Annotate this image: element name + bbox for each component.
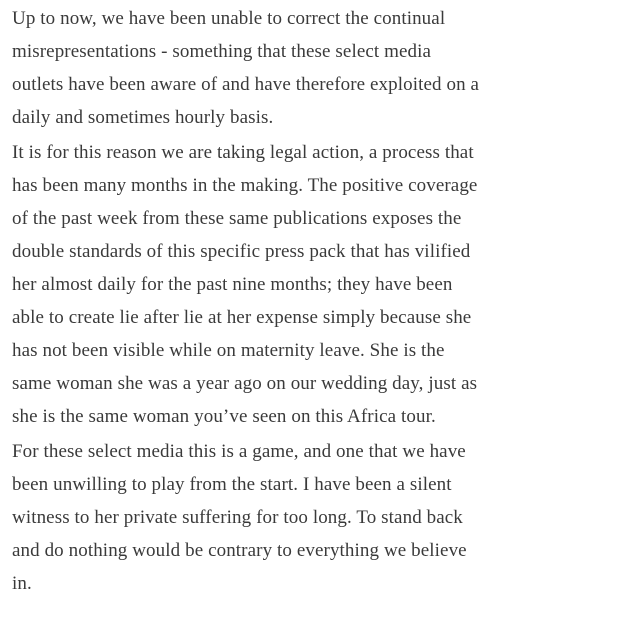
- text-line: daily and sometimes hourly basis.: [12, 107, 274, 128]
- statement-document: [12, 2, 612, 602]
- text-line: misrepresentations - something that these select media: [12, 41, 432, 62]
- text-line: of the past week from these same publications exposes the: [12, 208, 462, 229]
- paragraph-3: [12, 435, 612, 600]
- text-line: same woman she was a year ago on our wedding day, just as: [12, 373, 478, 394]
- text-line: witness to her private suffering for too long. To stand back: [12, 507, 463, 528]
- text-line: has not been visible while on maternity leave. She is the: [12, 340, 445, 361]
- text-line: has been many months in the making. The positive coverage: [12, 175, 478, 196]
- text-line: It is for this reason we are taking legal action, a process that: [12, 142, 474, 163]
- text-line: been unwilling to play from the start. I have been a silent: [12, 474, 452, 495]
- text-line: Up to now, we have been unable to correct the continual: [12, 8, 446, 29]
- text-line: she is the same woman you’ve seen on this Africa tour.: [12, 406, 436, 427]
- paragraph-1: [12, 2, 612, 134]
- text-line: and do nothing would be contrary to everything we believe: [12, 540, 467, 561]
- text-line: her almost daily for the past nine months; they have been: [12, 274, 453, 295]
- text-line: For these select media this is a game, and one that we have: [12, 441, 466, 462]
- text-line: in.: [12, 573, 32, 594]
- paragraph-2: [12, 136, 612, 433]
- text-line: outlets have been aware of and have therefore exploited on a: [12, 74, 480, 95]
- text-line: double standards of this specific press pack that has vilified: [12, 241, 471, 262]
- text-line: able to create lie after lie at her expense simply because she: [12, 307, 472, 328]
